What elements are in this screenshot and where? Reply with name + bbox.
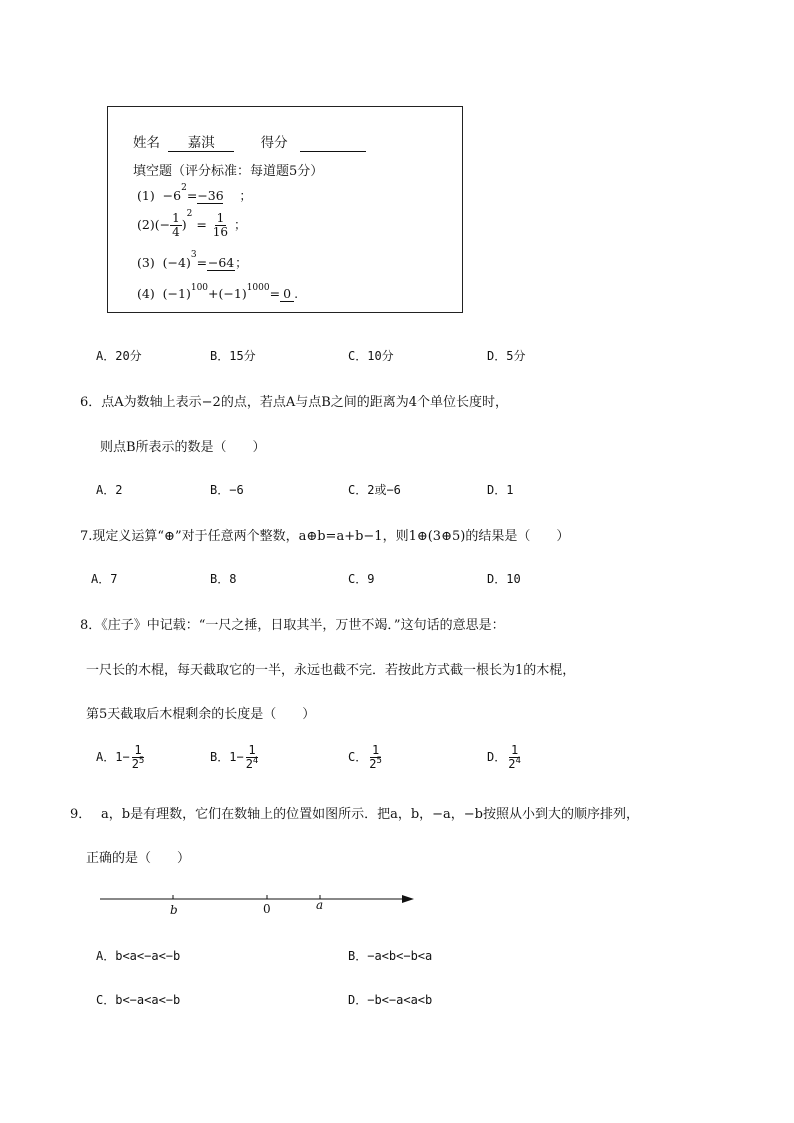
fill-item-2: (2)(− $\frac{1}{4}$ )$^2$ = $\frac{1}{16}$ ； bbox=[137, 209, 247, 239]
score-label: 得分 bbox=[260, 135, 288, 151]
q5-option-d[interactable]: D．5分 bbox=[487, 349, 526, 363]
q7-option-b[interactable]: B．8 bbox=[210, 572, 237, 586]
axis-label-b: b bbox=[170, 903, 178, 917]
q6-stem-line1: 6．点A为数轴上表示−2的点，若点A与点B之间的距离为4个单位长度时， bbox=[80, 395, 509, 410]
q6-option-c[interactable]: C．2或−6 bbox=[348, 483, 401, 497]
answer-4: 0 bbox=[280, 286, 294, 302]
name-field: 嘉淇 bbox=[168, 131, 234, 152]
fraction-quarter: $\frac{1}{4}$ bbox=[172, 211, 180, 239]
q8-stem-line1: 8．《庄子》中记载：“一尺之捶，日取其半，万世不竭．”这句话的意思是： bbox=[80, 618, 505, 633]
q5-option-c[interactable]: C．10分 bbox=[348, 349, 394, 363]
q9-option-a[interactable]: A．b<a<−a<−b bbox=[96, 949, 181, 963]
q8-stem-line2: 一尺长的木棍，每天截取它的一半，永远也截不完．若按此方式截一根长为1的木棍， bbox=[86, 663, 576, 678]
fill-item-1: $(1) -6^2=-36$ ； bbox=[137, 183, 252, 203]
name-label: 姓名 bbox=[133, 135, 160, 151]
answer-3: −64 bbox=[207, 255, 235, 270]
axis-label-a: a bbox=[316, 898, 324, 912]
q6-option-a[interactable]: A．2 bbox=[96, 483, 123, 497]
q9-option-c[interactable]: C．b<−a<a<−b bbox=[96, 993, 181, 1007]
q5-option-a[interactable]: A．20分 bbox=[96, 349, 142, 363]
q8-option-d[interactable]: D． $\frac{1}{2^4}$ bbox=[487, 743, 521, 771]
axis-label-zero: 0 bbox=[263, 902, 271, 916]
q8-option-a[interactable]: A．1− $\frac{1}{2^5}$ bbox=[96, 743, 145, 771]
name-row bbox=[133, 131, 366, 152]
q9-option-b[interactable]: B．−a<b<−b<a bbox=[348, 949, 433, 963]
q5-option-b[interactable]: B．15分 bbox=[210, 349, 256, 363]
answer-1: −36 bbox=[197, 188, 224, 203]
fill-item-4: (4) $(-1)^{100}+(-1)^{1000}= 0$ . bbox=[137, 283, 299, 301]
q8-option-c[interactable]: C． $\frac{1}{2^5}$ bbox=[348, 743, 382, 771]
q9-stem-line1: a，b是有理数，它们在数轴上的位置如图所示．把a，b，−a，−b按照从小到大的顺序排列， bbox=[101, 807, 640, 822]
q9-stem-line2: 正确的是（ ） bbox=[86, 851, 191, 866]
q6-option-b[interactable]: B．−6 bbox=[210, 483, 244, 497]
q8-option-b[interactable]: B．1− $\frac{1}{2^4}$ bbox=[210, 743, 259, 771]
section-title: 填空题（评分标准：每道题5分） bbox=[133, 164, 324, 179]
q9-number: 9． bbox=[70, 807, 92, 822]
q7-stem: 7.现定义运算“⊕”对于任意两个整数，a⊕b=a+b−1，则1⊕(3⊕5)的结果是（ ） bbox=[80, 529, 570, 544]
number-line bbox=[96, 886, 418, 918]
score-field bbox=[300, 135, 366, 152]
q8-stem-line3: 第5天截取后木棍剩余的长度是（ ） bbox=[86, 707, 316, 722]
q7-option-a[interactable]: A．7 bbox=[91, 572, 118, 586]
axis-arrow-icon bbox=[402, 895, 414, 903]
q9-option-d[interactable]: D．−b<−a<a<b bbox=[348, 993, 433, 1007]
answer-2: $\frac{1}{16}$ bbox=[212, 211, 229, 239]
q7-option-c[interactable]: C．9 bbox=[348, 572, 375, 586]
q6-option-d[interactable]: D．1 bbox=[487, 483, 514, 497]
q7-option-d[interactable]: D．10 bbox=[487, 572, 521, 586]
fill-item-3: (3) $(-4)^3=-64$； bbox=[137, 250, 248, 270]
q6-stem-line2: 则点B所表示的数是（ ） bbox=[100, 440, 266, 455]
